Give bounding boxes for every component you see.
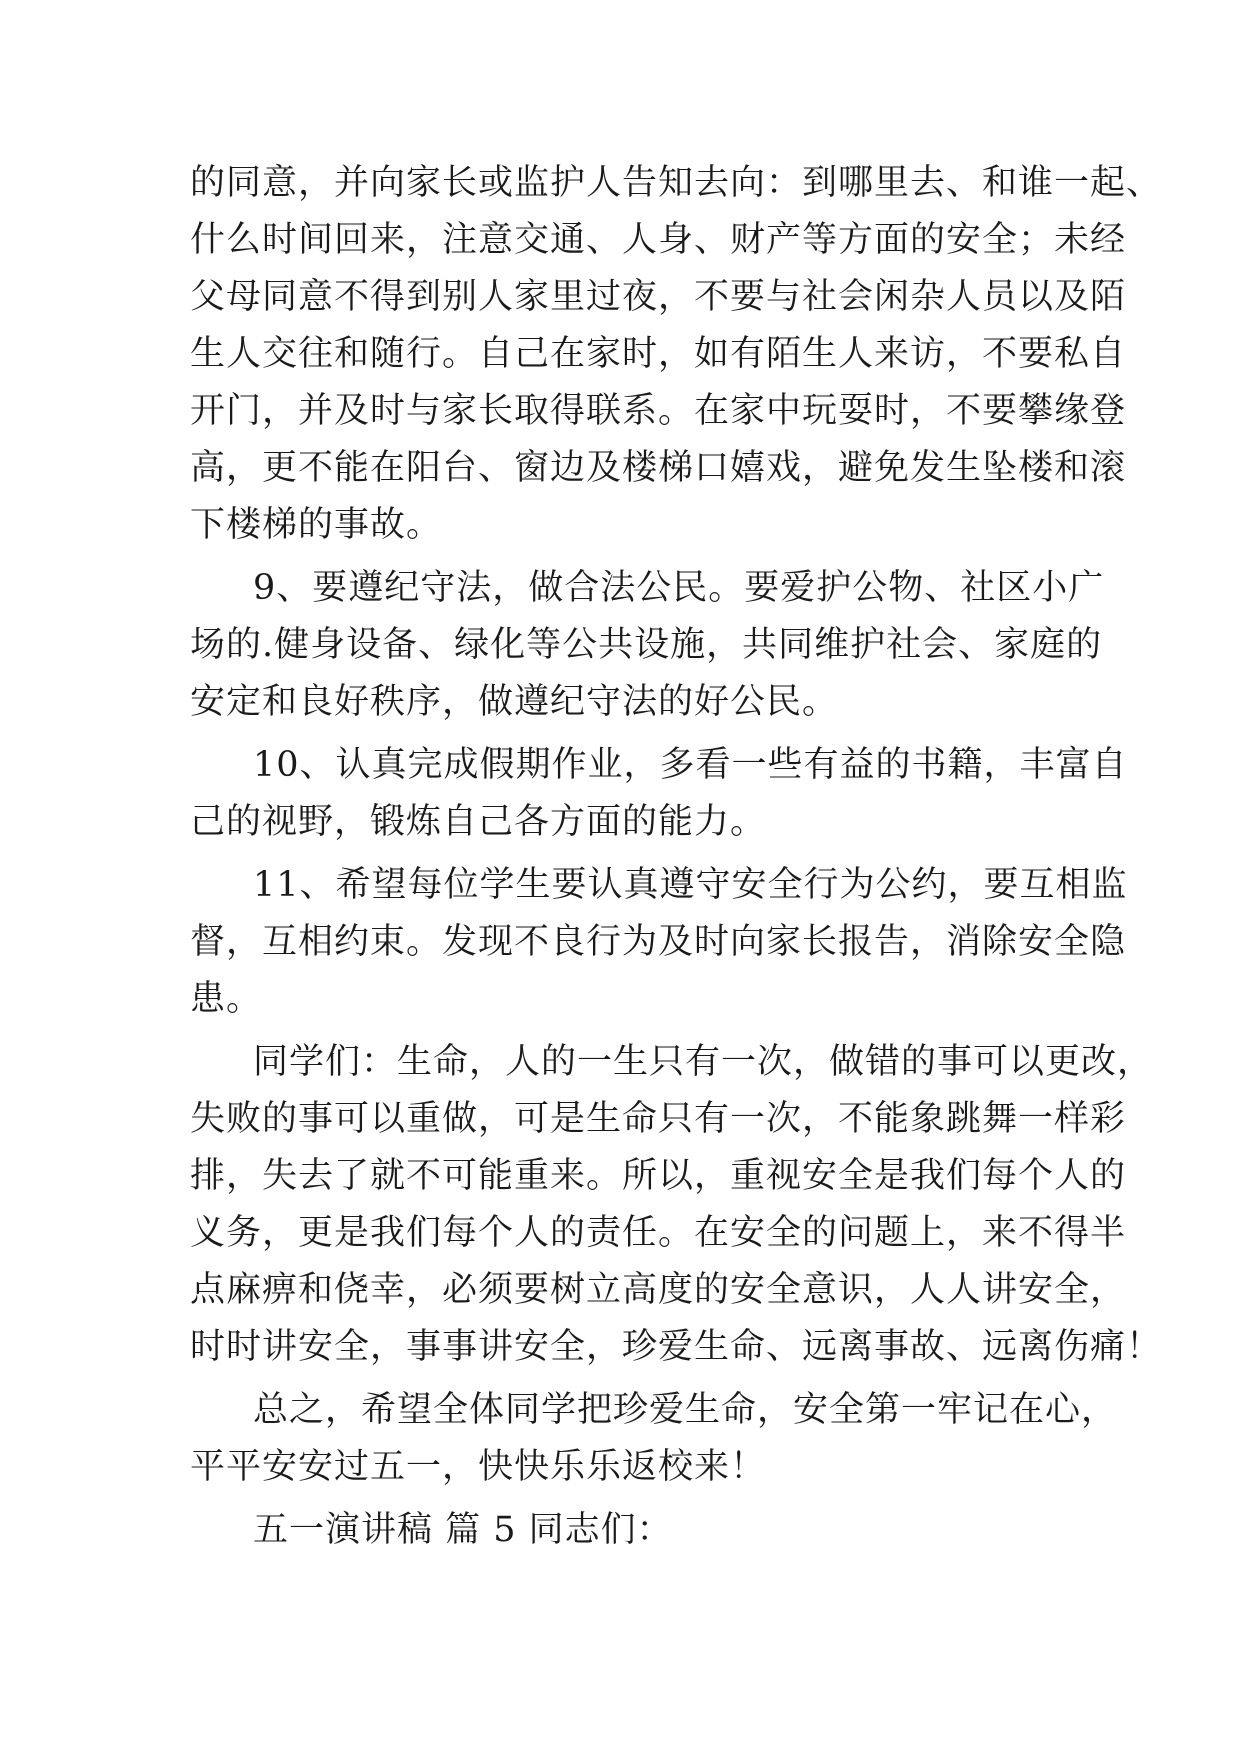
text-line: 什么时间回来，注意交通、人身、财产等方面的安全；未经 bbox=[190, 220, 1127, 260]
paragraph bbox=[190, 1034, 1163, 1376]
paragraph bbox=[190, 857, 1128, 1028]
text-line: 点麻痹和侥幸，必须要树立高度的安全意识，人人讲安全， bbox=[190, 1270, 1127, 1310]
paragraph bbox=[190, 1382, 1118, 1496]
text-line: 的同意，并向家长或监护人告知去向：到哪里去、和谁一起、 bbox=[190, 163, 1163, 203]
text-line: 9、要遵纪守法，做合法公民。要爱护公物、社区小广 bbox=[253, 568, 1105, 608]
text-line: 己的视野，锻炼自己各方面的能力。 bbox=[190, 802, 767, 842]
text-line: 时时讲安全，事事讲安全，珍爱生命、远离事故、远离伤痛！ bbox=[190, 1327, 1163, 1367]
paragraph bbox=[190, 560, 1105, 731]
text-line: 平平安安过五一，快快乐乐返校来！ bbox=[190, 1447, 767, 1487]
text-line: 失败的事可以重做，可是生命只有一次，不能象跳舞一样彩 bbox=[190, 1099, 1127, 1139]
text-line: 11、希望每位学生要认真遵守安全行为公约，要互相监 bbox=[253, 865, 1128, 905]
text-line: 下楼梯的事故。 bbox=[190, 505, 443, 545]
text-line: 同学们：生命，人的一生只有一次，做错的事可以更改， bbox=[253, 1042, 1154, 1082]
document-body bbox=[190, 155, 1163, 1565]
text-line: 父母同意不得到别人家里过夜，不要与社会闲杂人员以及陌 bbox=[190, 277, 1127, 317]
paragraph bbox=[190, 737, 1128, 851]
text-line: 患。 bbox=[190, 979, 263, 1019]
text-line: 五一演讲稿 篇 5 同志们： bbox=[253, 1510, 673, 1550]
text-line: 场的.健身设备、绿化等公共设施，共同维护社会、家庭的 bbox=[190, 625, 1103, 665]
text-line: 排，失去了就不可能重来。所以，重视安全是我们每个人的 bbox=[190, 1156, 1127, 1196]
text-line: 义务，更是我们每个人的责任。在安全的问题上，来不得半 bbox=[190, 1213, 1127, 1253]
text-line: 总之，希望全体同学把珍爱生命，安全第一牢记在心， bbox=[253, 1390, 1118, 1430]
text-line: 督，互相约束。发现不良行为及时向家长报告，消除安全隐 bbox=[190, 922, 1127, 962]
text-line: 安定和良好秩序，做遵纪守法的好公民。 bbox=[190, 682, 839, 722]
text-line: 生人交往和随行。自己在家时，如有陌生人来访，不要私自 bbox=[190, 334, 1127, 374]
text-line: 10、认真完成假期作业，多看一些有益的书籍，丰富自 bbox=[253, 745, 1128, 785]
text-line: 开门，并及时与家长取得联系。在家中玩耍时，不要攀缘登 bbox=[190, 391, 1127, 431]
paragraph bbox=[190, 155, 1163, 554]
paragraph bbox=[190, 1502, 1056, 1559]
text-line: 高，更不能在阳台、窗边及楼梯口嬉戏，避免发生坠楼和滚 bbox=[190, 448, 1127, 488]
